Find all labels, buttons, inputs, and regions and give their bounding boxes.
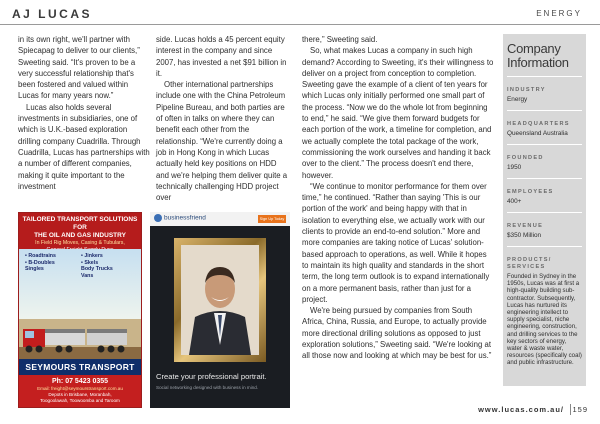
paragraph: So, what makes Lucas a company in such high demand? According to Sweeting, it's their willingness to deliver on a project from conception to completion. Sweeting gave the example of a client of ten years for which Lucas only initially performed one small part of the process. “Now we do the whole lot from beginning to end,” he said. “We give them forward budgets for each portion of the work, a timeline for completion, and we actually complete the total package of the work, commissioning the work ourselves and handing it back over to the client.” The process doesn't end there, however.	[302, 46, 494, 180]
vehicle-item: • B-Doubles	[25, 259, 55, 266]
paragraph: in its own right, we'll partner with Spiecapag to deliver to our clients,” Sweeting said. “It's proven to be a very successful relationship that's been fostered and valued within Lucas for many years now.”	[18, 35, 140, 101]
divider	[507, 178, 582, 179]
products-label-line: PRODUCTS/	[507, 257, 552, 263]
businessfriend-ad[interactable]	[150, 212, 290, 408]
vehicle-item: Body Trucks	[81, 266, 113, 273]
man-portrait-icon	[181, 245, 259, 355]
paragraph: Other international partnerships include one with the China Petroleum Pipeline Bureau, and both parties are of often in talks on where they can benefit each other from the relationship. “We're currently doing a job in Hong Kong in which Lucas actually held key positions on HDD and we're helping them deliver quite a technically challenging HDD project over	[156, 80, 288, 203]
footer-url[interactable]: www.lucas.com.au/	[478, 405, 564, 414]
industry-label: INDUSTRY	[507, 87, 546, 93]
page-header	[0, 0, 600, 26]
ad-phone: Ph: 07 5423 0355	[51, 378, 109, 385]
divider	[507, 76, 582, 77]
page-footer	[0, 398, 600, 424]
ad-subline: In Field Rig Moves, Casing & Tubulars,	[35, 240, 125, 246]
sign-up-button[interactable]: Sign Up Today	[259, 217, 285, 221]
road-train-truck-image	[19, 319, 141, 359]
vehicle-item: • Skels	[81, 259, 99, 266]
vehicle-item: Singles	[25, 266, 44, 273]
portrait-photo	[181, 245, 259, 355]
employees-label: EMPLOYEES	[507, 189, 554, 195]
ad-top-bar	[150, 212, 290, 226]
headquarters-value: Queensland Australia	[507, 130, 568, 137]
logo-text: businessfriend	[164, 214, 206, 222]
businessfriend-logo	[154, 214, 206, 222]
revenue-label: REVENUE	[507, 223, 544, 229]
article-column-1	[18, 34, 150, 192]
ad-banner	[19, 213, 141, 249]
logo-circle-icon	[154, 214, 162, 222]
paragraph: “We continue to monitor performance for them over time,” he continued. “Rather than saying 'This is our portion of the work' and being happy with that in isolation to everything else, we actually work with our clients to provide an end-to-end solution.” More and more companies are taking notice of Lucas' solution-based approach to operations, as well. While it hopes to maintain its high quality and standards in the short term, the long term outlook is to expand internationally on a more permanent basis, rather than just for a project.	[302, 181, 490, 304]
industry-value: Energy	[507, 96, 528, 103]
article-column-2	[156, 34, 290, 203]
ad-depots: Toogoolawah, Toowoomba and Taroom	[40, 397, 120, 403]
vehicle-item: • Jinkers	[81, 253, 103, 259]
divider	[507, 246, 582, 247]
ad-tagline: Create your professional portrait.	[156, 372, 267, 381]
ad-depots: Depots in Brisbane, Moranbah,	[48, 392, 112, 397]
headquarters-label: HEADQUARTERS	[507, 121, 570, 127]
divider	[507, 110, 582, 111]
gold-picture-frame	[174, 238, 266, 362]
founded-label: FOUNDED	[507, 155, 544, 161]
seymours-transport-ad[interactable]	[18, 212, 142, 408]
footer-divider	[570, 404, 571, 415]
article-column-3	[302, 34, 494, 362]
sidebar-title-line: Information	[507, 55, 569, 70]
ad-headline: THE OIL AND GAS INDUSTRY	[34, 232, 126, 239]
divider	[507, 212, 582, 213]
paragraph: there,” Sweeting said.	[302, 35, 378, 44]
divider	[507, 144, 582, 145]
ad-headline: TAILORED TRANSPORT SOLUTIONS FOR	[22, 216, 138, 231]
paragraph: Lucas also holds several investments in subsidiaries, one of which is U.K.-based exploration drilling company Cuadrilla. Through Cuadrilla, Lucas has partnerships with a number of different companies, making it quite important to the investment	[18, 102, 150, 191]
paragraph: We're being pursued by companies from South Africa, China, Russia, and Europe, to actually provide more directional drilling solutions as opposed to just exploration solutions,” Sweeting said. “We're looking at all those now and looking at which may be best for us.”	[302, 306, 492, 361]
paragraph: side. Lucas holds a 45 percent equity interest in the company and since 2007, has invested a net $91 billion in it.	[156, 35, 287, 78]
products-description: Founded in Sydney in the 1950s, Lucas was at first a high-quality building sub-contractor. Subsequently, Lucas has nurtured its engineering intellect to supply specialist, niche engineering, construction, and drilling services to the key sectors of energy, water & waste water, resources (specifically coal) and public infrastructure.	[507, 273, 582, 367]
revenue-value: $350 Million	[507, 232, 542, 239]
section-label: ENERGY	[536, 9, 582, 18]
founded-value: 1950	[507, 164, 522, 171]
sidebar-title-line: Company	[507, 41, 561, 56]
page-number: 159	[572, 405, 588, 414]
ad-brand-name: SEYMOURS TRANSPORT	[19, 359, 141, 375]
company-name-header: AJ LUCAS	[12, 7, 93, 21]
vehicle-item: Vans	[81, 272, 94, 279]
header-rule	[0, 24, 600, 25]
company-info-sidebar	[503, 34, 586, 386]
products-label-line: SERVICES	[507, 264, 546, 270]
ad-subtagline: Social networking designed with business in mind.	[156, 385, 259, 390]
ad-sky-area	[19, 249, 141, 319]
ad-email: Email: freight@seymourstransport.com.au	[37, 386, 123, 391]
products-label	[507, 256, 582, 271]
sidebar-title	[503, 34, 586, 70]
vehicle-item: • Roadtrains	[25, 253, 56, 259]
employees-value: 400+	[507, 198, 522, 205]
